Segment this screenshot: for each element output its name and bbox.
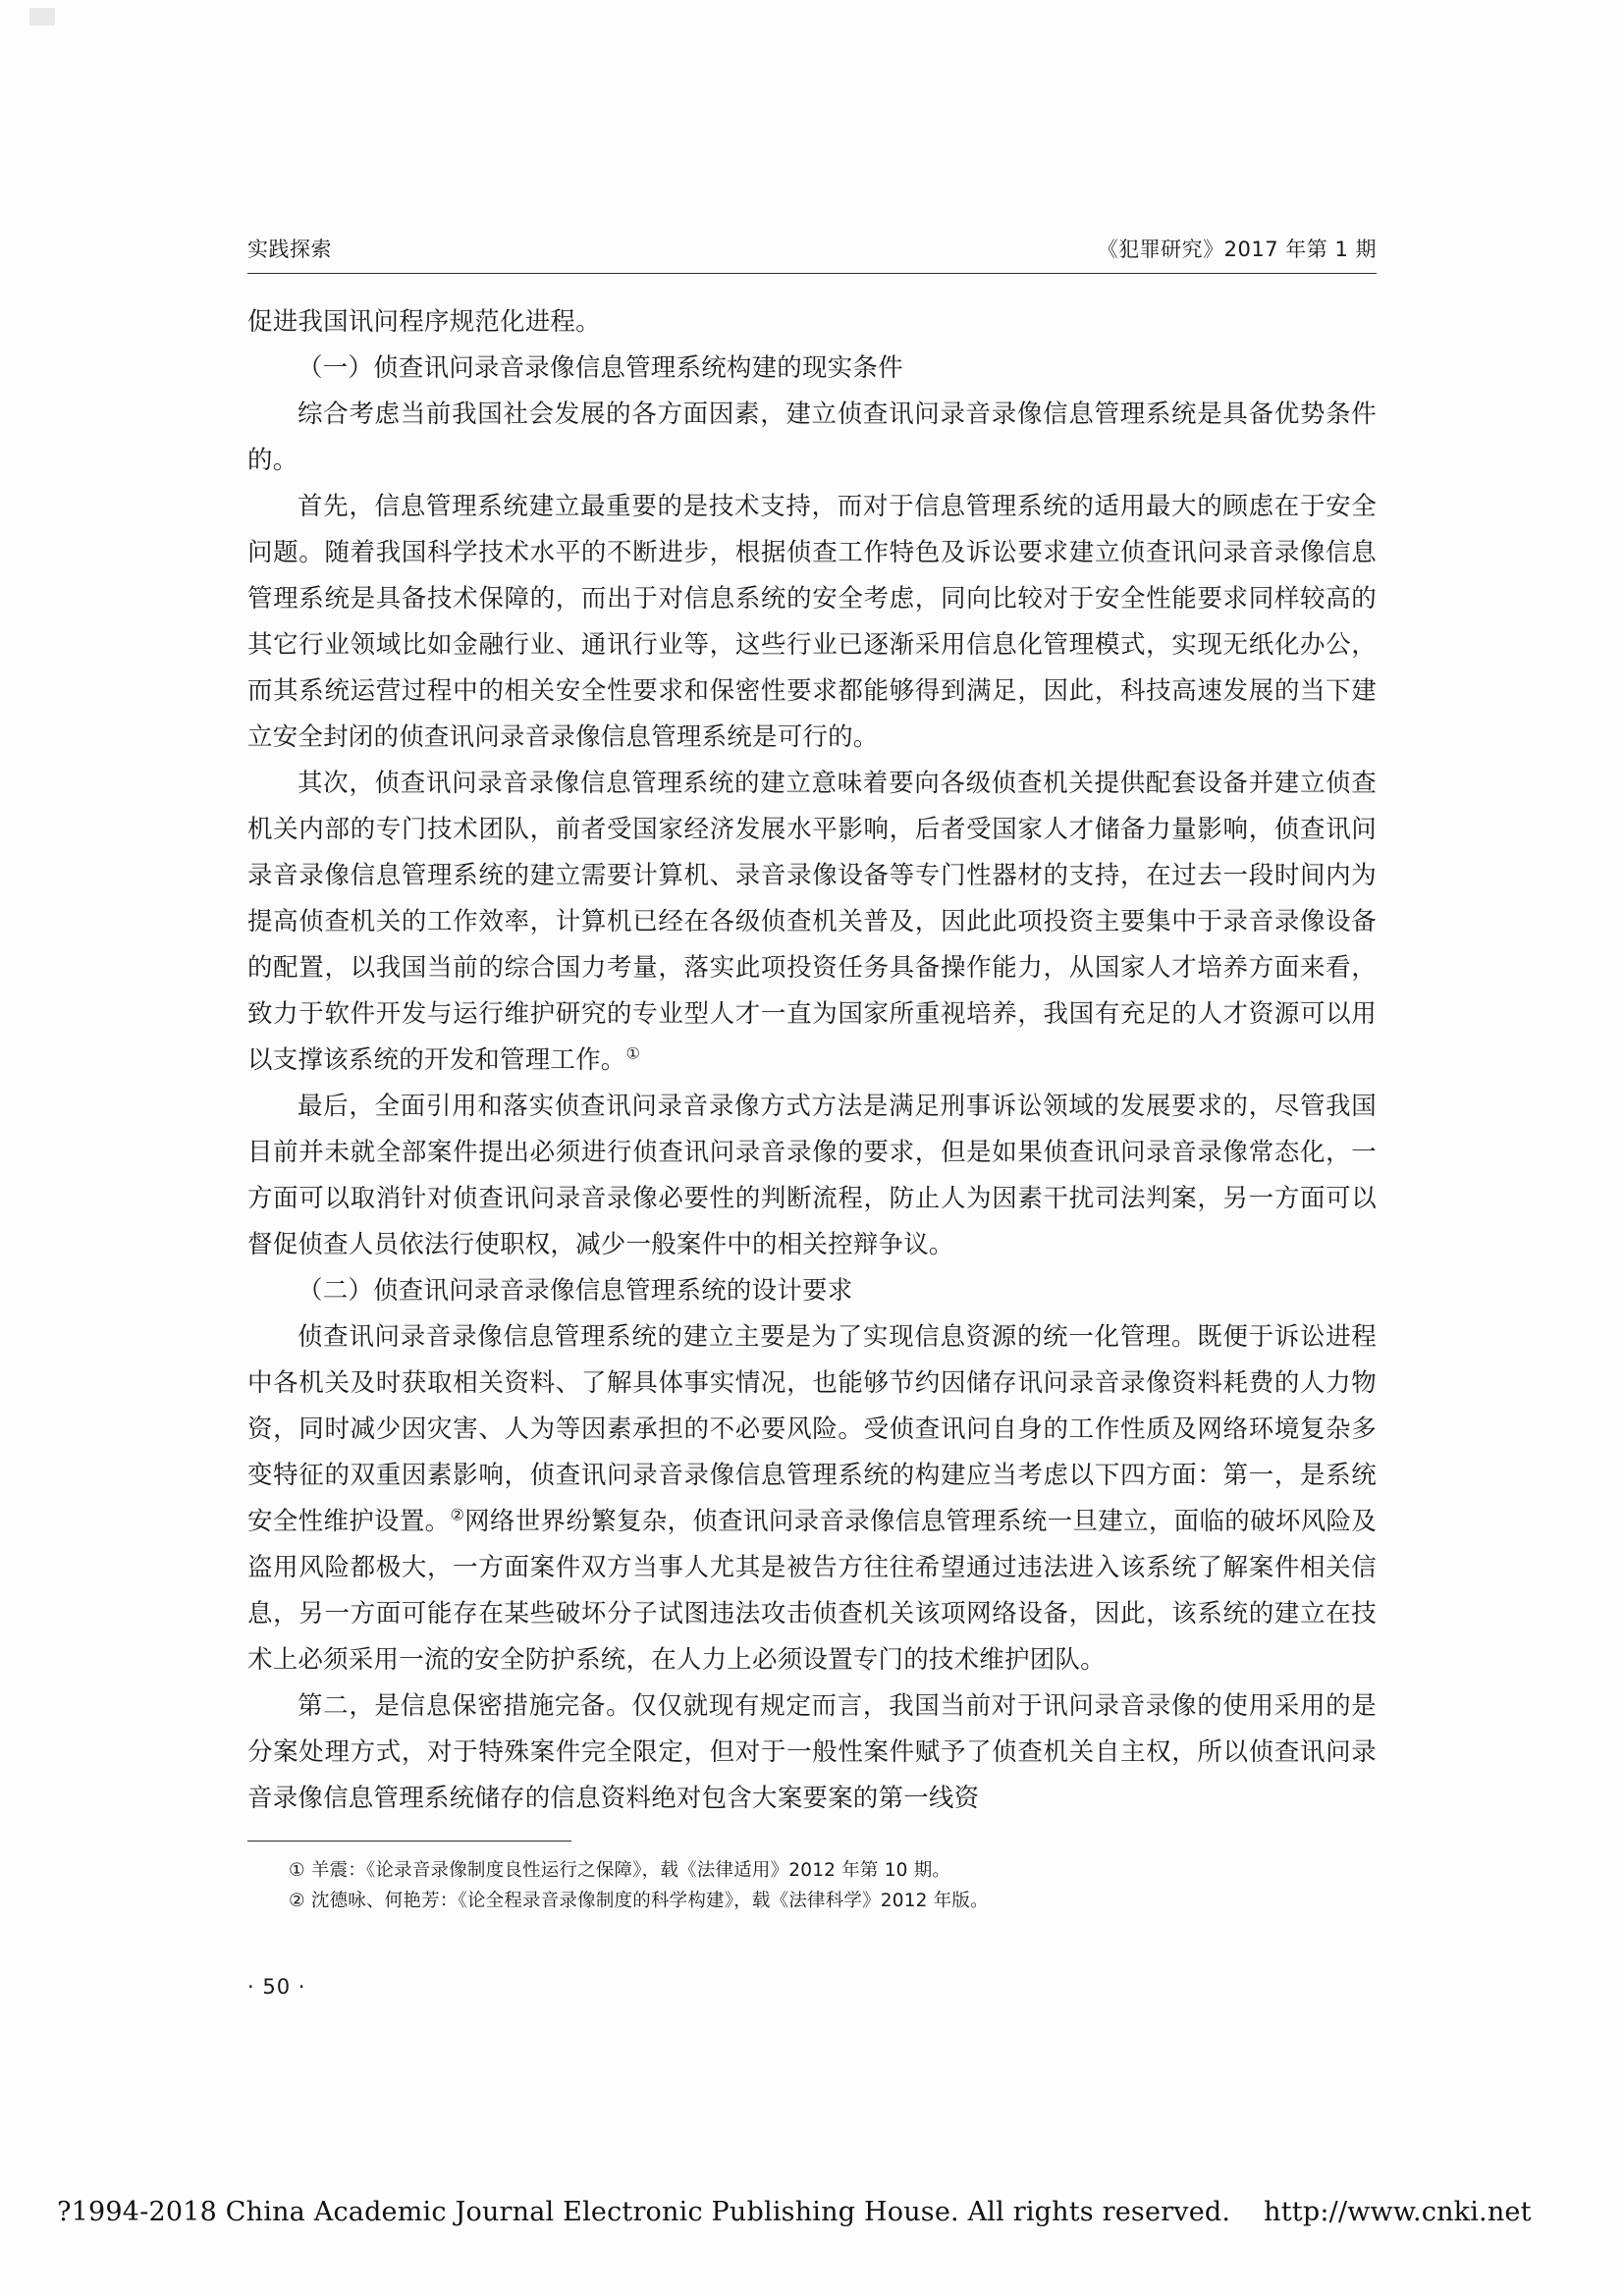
- footnote-item: ① 羊震：《论录音录像制度良性运行之保障》，载《法律适用》2012 年第 10 期。: [289, 1860, 951, 1881]
- running-head: [247, 234, 1377, 274]
- paragraph: 最后，全面引用和落实侦查讯问录音录像方式方法是满足刑事诉讼领域的发展要求的，尽管我国目前并未就全部案件提出必须进行侦查讯问录音录像的要求，但是如果侦查讯问录音录像常态化，一方面可以取消针对侦查讯问录音录像必要性的判断流程，防止人为因素干扰司法判案，另一方面可以督促侦查人员依法行使职权，减少一般案件中的相关控辩争议。: [247, 1092, 1377, 1259]
- page-content: [247, 234, 1377, 1822]
- paragraph-text: 其次，侦查讯问录音录像信息管理系统的建立意味着要向各级侦查机关提供配套设备并建立侦查机关内部的专门技术团队，前者受国家经济发展水平影响，后者受国家人才储备力量影响，侦查讯问录音录像信息管理系统的建立需要计算机、录音录像设备等专门性器材的支持，在过去一段时间内为提高侦查机关的工作效率，计算机已经在各级侦查机关普及，因此此项投资主要集中于录音录像设备的配置，以我国当前的综合国力考量，落实此项投资任务具备操作能力，从国家人才培养方面来看，致力于软件开发与运行维护研究的专业型人才一直为国家所重视培养，我国有充足的人才资源可以用以支撑该系统的开发和管理工作。: [247, 769, 1377, 1075]
- paragraph: 促进我国讯问程序规范化进程。: [247, 307, 601, 337]
- footnote-marker-2: ②: [450, 1505, 465, 1524]
- cnki-url[interactable]: http://www.cnki.net: [1264, 2197, 1532, 2227]
- page-number: · 50 ·: [247, 1975, 306, 1999]
- running-head-left: 实践探索: [247, 238, 332, 261]
- footnote-rule: [247, 1841, 571, 1842]
- paragraph: [247, 1314, 1377, 1683]
- paragraph: 首先，信息管理系统建立最重要的是技术支持，而对于信息管理系统的适用最大的顾虑在于安全问题。随着我国科学技术水平的不断进步，根据侦查工作特色及诉讼要求建立侦查讯问录音录像信息管理系统是具备技术保障的，而出于对信息系统的安全考虑，同向比较对于安全性能要求同样较高的其它行业领域比如金融行业、通讯行业等，这些行业已逐渐采用信息化管理模式，实现无纸化办公，而其系统运营过程中的相关安全性要求和保密性要求都能够得到满足，因此，科技高速发展的当下建立安全封闭的侦查讯问录音录像信息管理系统是可行的。: [247, 492, 1377, 752]
- paragraph: [247, 761, 1377, 1084]
- section-heading-1: （一）侦查讯问录音录像信息管理系统构建的现实条件: [298, 353, 903, 383]
- section-heading-2: （二）侦查讯问录音录像信息管理系统的设计要求: [298, 1276, 853, 1306]
- footnote-marker-1: ①: [625, 1043, 641, 1063]
- scan-corner-artifact: [29, 8, 55, 26]
- footnote-item: ② 沈德咏、何艳芳：《论全程录音录像制度的科学构建》，载《法律科学》2012 年版。: [289, 1891, 989, 1911]
- footnote-block: [247, 1841, 1377, 1916]
- running-head-right: 《犯罪研究》2017 年第 1 期: [1097, 238, 1377, 261]
- cnki-copyright-text: ?1994-2018 China Academic Journal Electronic Publishing House. All rights reserved.: [57, 2197, 1231, 2227]
- paragraph: 综合考虑当前我国社会发展的各方面因素，建立侦查讯问录音录像信息管理系统是具备优势条件的。: [247, 400, 1377, 475]
- paragraph-text-continued: 网络世界纷繁复杂，侦查讯问录音录像信息管理系统一旦建立，面临的破坏风险及盗用风险都极大，一方面案件双方当事人尤其是被告方往往希望通过违法进入该系统了解案件相关信息，另一方面可能存在某些破坏分子试图违法攻击侦查机关该项网络设备，因此，该系统的建立在技术上必须采用一流的安全防护系统，在人力上必须设置专门的技术维护团队。: [247, 1507, 1378, 1675]
- cnki-copyright-footer: [0, 2197, 1624, 2227]
- paragraph-text: 侦查讯问录音录像信息管理系统的建立主要是为了实现信息资源的统一化管理。既便于诉讼进程中各机关及时获取相关资料、了解具体事实情况，也能够节约因储存讯问录音录像资料耗费的人力物资，同时减少因灾害、人为等因素承担的不必要风险。受侦查讯问自身的工作性质及网络环境复杂多变特征的双重因素影响，侦查讯问录音录像信息管理系统的构建应当考虑以下四方面：第一，是系统安全性维护设置。: [247, 1322, 1377, 1536]
- paragraph: 第二，是信息保密措施完备。仅仅就现有规定而言，我国当前对于讯问录音录像的使用采用的是分案处理方式，对于特殊案件完全限定，但对于一般性案件赋予了侦查机关自主权，所以侦查讯问录音录像信息管理系统储存的信息资料绝对包含大案要案的第一线资: [247, 1691, 1377, 1813]
